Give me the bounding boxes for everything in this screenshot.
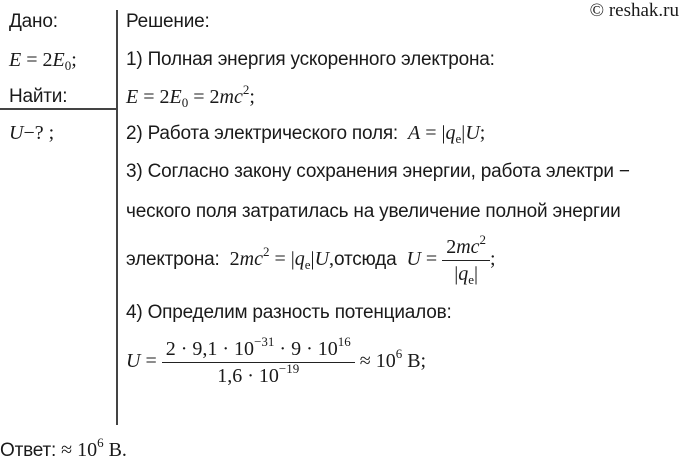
equation-1: $E = 2E_0 = 2mc^2$; xyxy=(126,82,255,110)
answer-line: Ответ: ≈ $10^6$ В. xyxy=(0,435,127,460)
step3-line1: 3) Согласно закону сохранения энергии, работа электри − xyxy=(126,161,630,182)
given-label: Дано: xyxy=(9,11,58,32)
step4-text: 4) Определим разность потенциалов: xyxy=(126,302,452,323)
find-target: U−? ; xyxy=(9,122,55,144)
step3-line3: электрона: $2mc^2$ = $|q_e|U,отсюда$ U = $\frac{2mc^2}{|q_e|}$ ; xyxy=(126,232,496,287)
watermark-text: © reshak.ru xyxy=(589,0,679,21)
fraction-u: $\frac{2mc^2}{|q_e|}$ xyxy=(442,234,490,287)
step1-text: 1) Полная энергия ускоренного электрона: xyxy=(126,49,495,70)
fraction-numeric: $\frac{2 \cdot 9,1 \cdot 10^{-31} \cdot 9 \cdot 10^{16}}{1,6 \cdot 10^{-19}}$ xyxy=(162,336,355,389)
column-divider xyxy=(116,10,118,425)
equation-4: U = $\frac{2 \cdot 9,1 \cdot 10^{-31} \cdot 9 \cdot 10^{16}}{1,6 \cdot 10^{-19}}$ ≈ $10^6$ В; xyxy=(126,334,427,387)
solution-label: Решение: xyxy=(126,11,210,32)
given-condition: $E = 2E_0$; xyxy=(9,49,77,73)
find-label: Найти: xyxy=(9,86,68,107)
step2-line: 2) Работа электрического поля: $A = |q_e|U$; xyxy=(126,122,486,146)
step3-line2: ческого поля затратилась на увеличение полной энергии xyxy=(126,201,621,222)
